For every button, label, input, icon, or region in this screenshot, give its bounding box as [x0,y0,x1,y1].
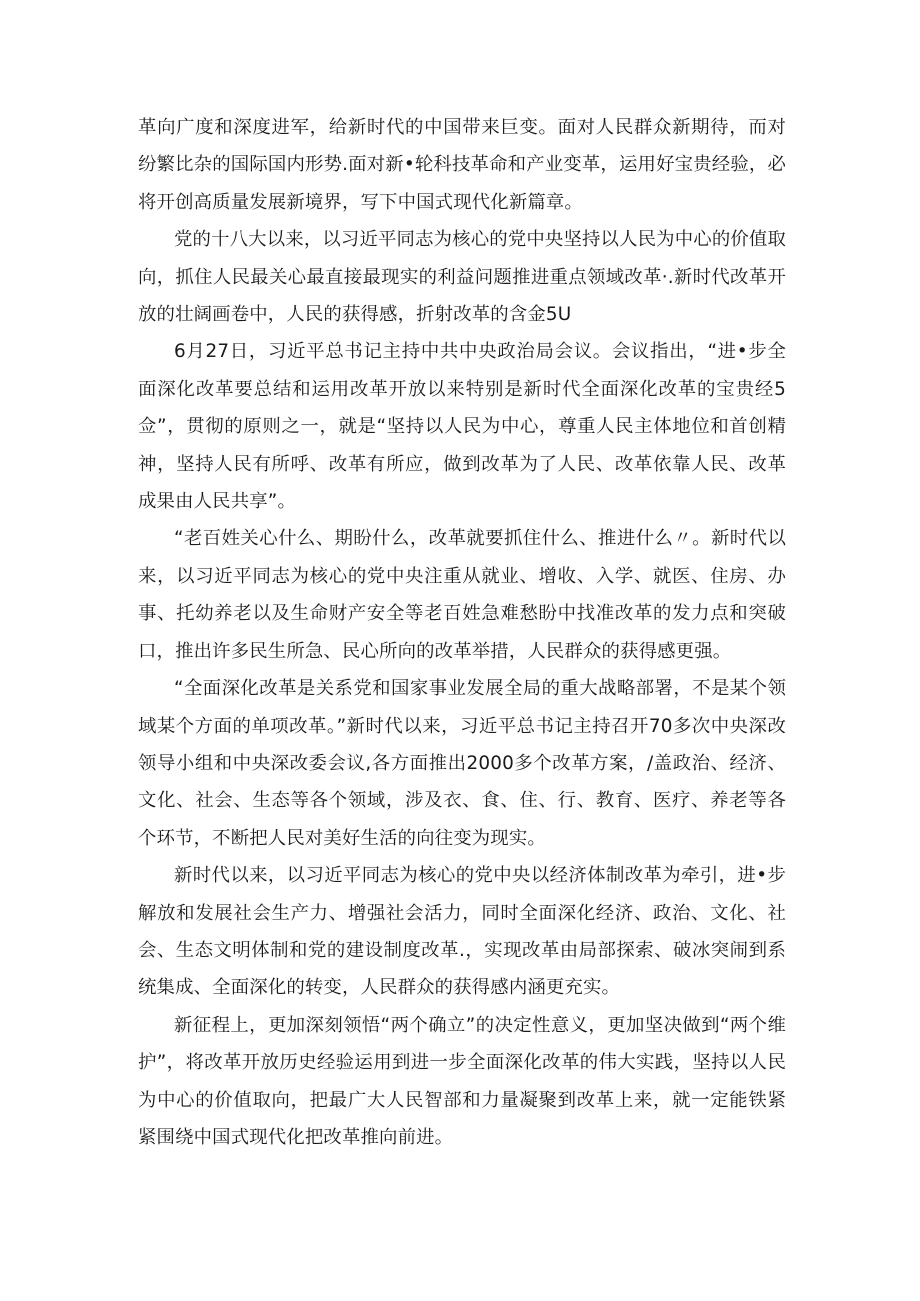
paragraph-continued: 革向广度和深度进军，给新时代的中国带来巨变。面对人民群众新期待，而对纷繁比杂的国际国内形势.面对新•轮科技革命和产业变革，运用好宝贵经验，必将开创高质量发展新境界，写下中国式现代化新篇章。 [138,117,786,213]
paragraph: “全面深化改革是关系党和国家事业发展全局的重大战略部署，不是某个领域某个方面的单项改革。”新时代以来，习近平总书记主持召开70多次中央深改领导小组和中央深改委会议,各方面推出2000多个改革方案，/盖政治、经济、文化、社会、生态等各个领域，涉及衣、食、住、行、教育、医疗、养老等各个环节，不断把人民对美好生活的向往变为现实。 [138,678,786,849]
paragraph: 6月27日，习近平总书记主持中共中央政治局会议。会议指出，“进•步全面深化改革要总结和运用改革开放以来特别是新时代全面深化改革的宝贵经5佥”，贯彻的原则之一，就是“坚持以人民为中心，尊重人民主体地位和首创精神，坚持人民有所呼、改革有所应，做到改革为了人民、改革依靠人民、改革成果由人民共享”。 [138,341,786,513]
article-body [138,109,786,1156]
paragraph: 新征程上，更加深刻领悟“两个确立”的决定性意义，更加坚决做到“两个维护”，将改革开放历史经验运用到进一步全面深化改革的伟大实践，坚持以人民为中心的价值取向，把最广大人民智部和力量凝聚到改革上来，就一定能铁紧紧围绕中国式现代化把改革推向前进。 [138,1014,786,1148]
paragraph: 党的十八大以来，以习近平同志为核心的党中央坚持以人民为中心的价值取向，抓住人民最关心最直接最现实的利益问题推进重点领域改革·.新时代改革开放的壮阔画卷中，人民的获得感，折射改革的含金5U [138,229,786,326]
paragraph: “老百姓关心什么、期盼什么，改革就要抓住什么、推进什么〃。新时代以来，以习近平同志为核心的党中央注重从就业、增收、入学、就医、住房、办事、托幼养老以及生命财产安全等老百姓急难愁盼中找准改革的发力点和突破口，推出许多民生所急、民心所向的改革举措，人民群众的获得感更强。 [138,528,786,662]
paragraph: 新时代以来，以习近平同志为核心的党中央以经济体制改革为牵引，进•步解放和发展社会生产力、增强社会活力，同时全面深化经济、政治、文化、社会、生态文明体制和党的建设制度改革.，实现改革由局部探索、破冰突闹到系统集成、全面深化的转变，人民群众的获得感内涵更充实。 [138,865,786,999]
